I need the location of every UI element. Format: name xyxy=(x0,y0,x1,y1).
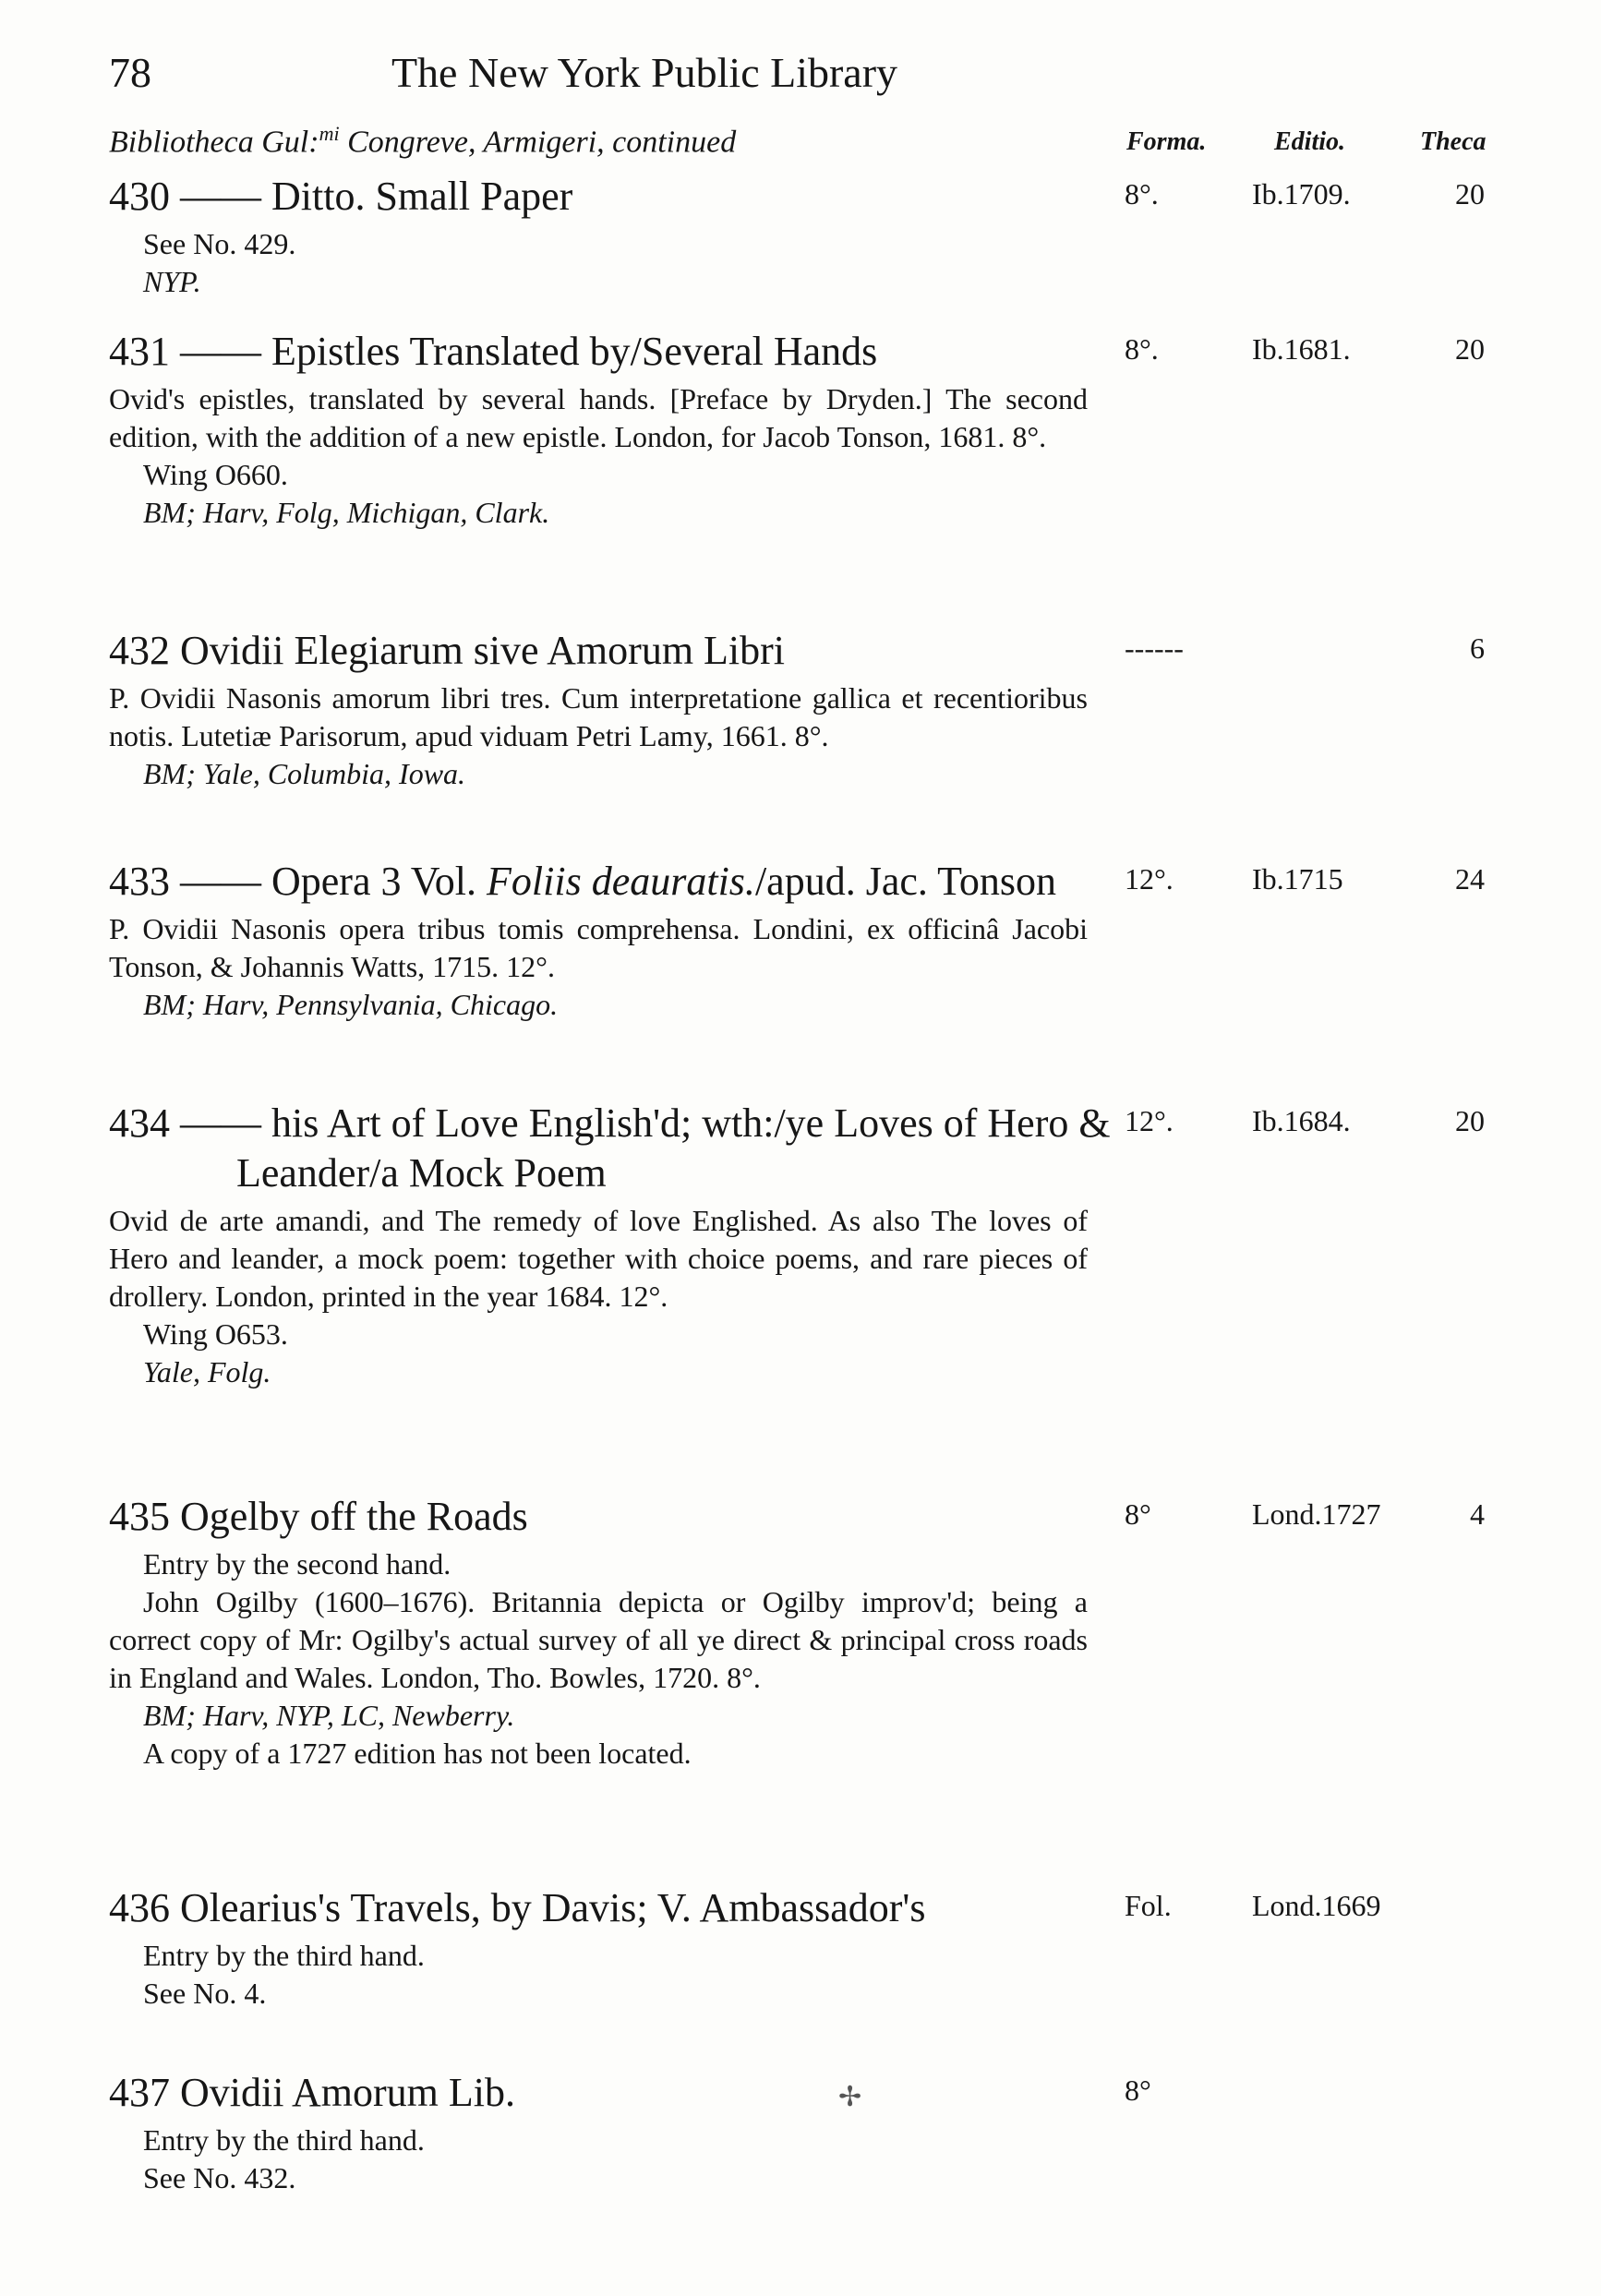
entry-435 xyxy=(109,1492,1512,1773)
entry-row xyxy=(109,1492,1512,1542)
entry-431 xyxy=(109,327,1512,532)
entry-body xyxy=(109,679,1088,793)
entry-description: Ovid's epistles, translated by several hands. [Preface by Dryden.] The second edition, with the addition of a new epistle. London, for Jacob Tonson, 1681. 8°. xyxy=(109,382,1088,453)
entry-row xyxy=(109,857,1512,907)
entry-body xyxy=(109,1545,1088,1773)
entry-436 xyxy=(109,1883,1512,2013)
entry-description: P. Ovidii Nasonis amorum libri tres. Cum interpretatione gallica et recentioribus notis. Lutetiæ Parisorum, apud viduam Petri Lamy, 1661. 8°. xyxy=(109,681,1088,752)
entry-forma: ------ xyxy=(1125,631,1184,665)
wing-reference: Wing O660. xyxy=(143,458,288,491)
entry-editio: Lond.1669 xyxy=(1252,1889,1381,1922)
entry-description: P. Ovidii Nasonis opera tribus tomis comprehensa. Londini, ex officinâ Jacobi Tonson, & Johannis Watts, 1715. 12°. xyxy=(109,912,1088,983)
column-theca: Theca xyxy=(1420,127,1487,156)
entry-forma: 12°. xyxy=(1125,862,1174,896)
entry-forma: 12°. xyxy=(1125,1104,1174,1137)
entry-row xyxy=(109,1099,1512,1198)
context-prefix: Bibliotheca Gul: xyxy=(109,125,319,160)
locations: Yale, Folg. xyxy=(143,1355,271,1388)
entry-title: 431 —— Epistles Translated by/Several Hands xyxy=(109,329,878,374)
entry-theca: 20 xyxy=(1455,332,1485,366)
wing-reference: Wing O653. xyxy=(143,1317,288,1351)
title-italic: Foliis deauratis. xyxy=(487,859,755,904)
entry-forma: 8° xyxy=(1125,1497,1151,1531)
entry-body xyxy=(109,225,1088,301)
entry-body xyxy=(109,2122,1088,2197)
context-superscript: mi xyxy=(319,122,340,145)
entry-theca: 20 xyxy=(1455,1104,1485,1137)
cross-reference: See No. 432. xyxy=(143,2161,296,2194)
column-header-row xyxy=(109,118,1503,164)
entry-body xyxy=(109,380,1088,532)
entry-row xyxy=(109,626,1512,676)
entry-row xyxy=(109,172,1512,222)
edition-note: A copy of a 1727 edition has not been located. xyxy=(143,1737,692,1770)
hand-note: Entry by the second hand. xyxy=(143,1547,451,1581)
entry-number: 433 xyxy=(109,859,170,904)
entry-row xyxy=(109,2068,1512,2118)
entry-title: 435 Ogelby off the Roads xyxy=(109,1494,528,1539)
column-forma: Forma. xyxy=(1126,127,1207,156)
entry-editio: Ib.1715 xyxy=(1252,862,1343,896)
context-suffix: Congreve, Armigeri, continued xyxy=(339,125,737,160)
hand-note: Entry by the third hand. xyxy=(143,2123,425,2157)
cross-reference: See No. 4. xyxy=(143,1977,267,2010)
entry-theca: 24 xyxy=(1455,862,1485,896)
entry-forma: 8° xyxy=(1125,2074,1151,2107)
locations: BM; Yale, Columbia, Iowa. xyxy=(143,757,466,790)
entry-body xyxy=(109,1937,1088,2013)
entry-theca: 4 xyxy=(1470,1497,1485,1531)
printer-ornament-icon: ✢ xyxy=(838,2082,862,2112)
entry-body xyxy=(109,910,1088,1024)
locations: BM; Harv, NYP, LC, Newberry. xyxy=(143,1699,515,1732)
entry-body xyxy=(109,1202,1088,1391)
entry-row xyxy=(109,327,1512,377)
entry-title: 432 Ovidii Elegiarum sive Amorum Libri xyxy=(109,628,786,673)
entry-title: 430 —— Ditto. Small Paper xyxy=(109,174,573,219)
hand-note: Entry by the third hand. xyxy=(143,1939,425,1972)
page-number: 78 xyxy=(109,49,151,96)
entry-description: John Ogilby (1600–1676). Britannia depicta or Ogilby improv'd; being a correct copy of Mr: Ogilby's actual survey of all ye direct & principal cross roads in England and Wales. London, Tho. Bowles, 1720. 8°. xyxy=(109,1585,1088,1694)
ditto-dash: —— xyxy=(180,859,261,904)
catalogue-context xyxy=(109,122,736,160)
entry-title: 436 Olearius's Travels, by Davis; V. Ambassador's xyxy=(109,1885,926,1930)
entry-theca: 20 xyxy=(1455,177,1485,210)
title-part-b: /apud. Jac. Tonson xyxy=(754,859,1057,904)
page-title: The New York Public Library xyxy=(391,49,898,96)
entry-434 xyxy=(109,1099,1512,1391)
entry-433 xyxy=(109,857,1512,1024)
entry-editio: Lond.1727 xyxy=(1252,1497,1381,1531)
entry-title: 437 Ovidii Amorum Lib. xyxy=(109,2070,515,2115)
page-header xyxy=(109,48,1088,103)
locations: BM; Harv, Pennsylvania, Chicago. xyxy=(143,988,559,1021)
entry-forma: 8°. xyxy=(1125,177,1159,210)
entry-theca: 6 xyxy=(1470,631,1485,665)
entry-forma: 8°. xyxy=(1125,332,1159,366)
locations: BM; Harv, Folg, Michigan, Clark. xyxy=(143,496,550,529)
entry-437 xyxy=(109,2068,1512,2197)
locations: NYP. xyxy=(143,265,201,298)
entry-editio: Ib.1684. xyxy=(1252,1104,1351,1137)
cross-reference: See No. 429. xyxy=(143,227,296,260)
entry-432 xyxy=(109,626,1512,793)
entry-430 xyxy=(109,172,1512,301)
entry-description: Ovid de arte amandi, and The remedy of love Englished. As also The loves of Hero and leander, a mock poem: together with choice poems, and rare pieces of drollery. London, printed in the year 1684. 12°. xyxy=(109,1204,1088,1313)
entry-title xyxy=(109,857,1215,907)
title-part-a: Opera 3 Vol. xyxy=(261,859,488,904)
entry-forma: Fol. xyxy=(1125,1889,1172,1922)
column-editio: Editio. xyxy=(1274,127,1346,156)
entry-editio: Ib.1709. xyxy=(1252,177,1351,210)
entry-row xyxy=(109,1883,1512,1933)
entry-title: 434 —— his Art of Love English'd; wth:/ye Loves of Hero & Leander/a Mock Poem xyxy=(109,1100,1111,1196)
entry-editio: Ib.1681. xyxy=(1252,332,1351,366)
